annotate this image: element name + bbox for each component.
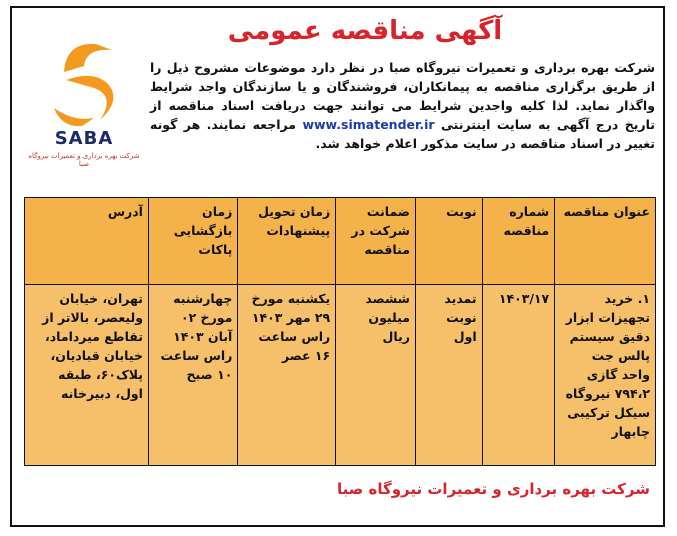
cell-address: تهران، خیابان ولیعصر، بالاتر از تقاطع میرداماد، خیابان قبادیان، پلاک۶۰، طبقه اول، دبیرخانه: [25, 285, 149, 466]
cell-title: ۱. خرید تجهیزات ابزار دقیق سیستم پالس جت واحد گازی ۷۹۴،۲ نیروگاه سیکل ترکیبی چابهار: [555, 285, 656, 466]
tender-site-link[interactable]: www.simatender.ir: [302, 117, 435, 132]
header-guarantee: ضمانت شرکت در مناقصه: [336, 198, 416, 285]
cell-guarantee: ششصد میلیون ریال: [336, 285, 416, 466]
notice-intro: [150, 58, 655, 153]
table-row: [25, 285, 656, 466]
intro-text-1: شرکت بهره برداری و تعمیرات نیروگاه صبا در نظر دارد موضوعات مشروح ذیل را از طریق برگزاری مناقصه به پیمانکاران، فروشندگان و یا سازندگان واجد شرایط واگذار نماید. لذا کلیه واجدین شرایط می توانند جهت دریافت اسناد مناقصه از تاریخ درج آگهی به سایت اینترنتی: [150, 60, 656, 132]
cell-round: تمدید نوبت اول: [415, 285, 482, 466]
saba-logo: [24, 30, 144, 170]
header-delivery: زمان تحویل پیشنهادات: [238, 198, 336, 285]
cell-delivery: یکشنبه مورخ ۲۹ مهر ۱۴۰۳ راس ساعت ۱۶ عصر: [238, 285, 336, 466]
header-opening: زمان بازگشایی پاکات: [148, 198, 237, 285]
header-address: آدرس: [25, 198, 149, 285]
logo-latin-text: SABA: [54, 128, 114, 149]
table-header-row: [25, 198, 656, 285]
header-round: نوبت: [415, 198, 482, 285]
logo-subtitle: شرکت بهره برداری و تعمیرات نیروگاه صبا: [28, 152, 140, 168]
saba-logo-icon: [24, 30, 144, 130]
header-title: عنوان مناقصه: [555, 198, 656, 285]
notice-title: آگهی مناقصه عمومی: [227, 16, 503, 46]
cell-number: ۱۴۰۳/۱۷: [482, 285, 555, 466]
intro-text-2: مراجعه نمایند. هر گونه تغییر در اسناد مناقصه در سایت مذکور اعلام خواهد شد.: [150, 117, 655, 151]
footer-company: شرکت بهره برداری و تعمیرات نیروگاه صبا: [337, 480, 650, 498]
cell-opening: چهارشنبه مورخ ۰۲ آبان ۱۴۰۳ راس ساعت ۱۰ صبح: [148, 285, 237, 466]
tender-table: [24, 197, 656, 466]
header-number: شماره مناقصه: [482, 198, 555, 285]
